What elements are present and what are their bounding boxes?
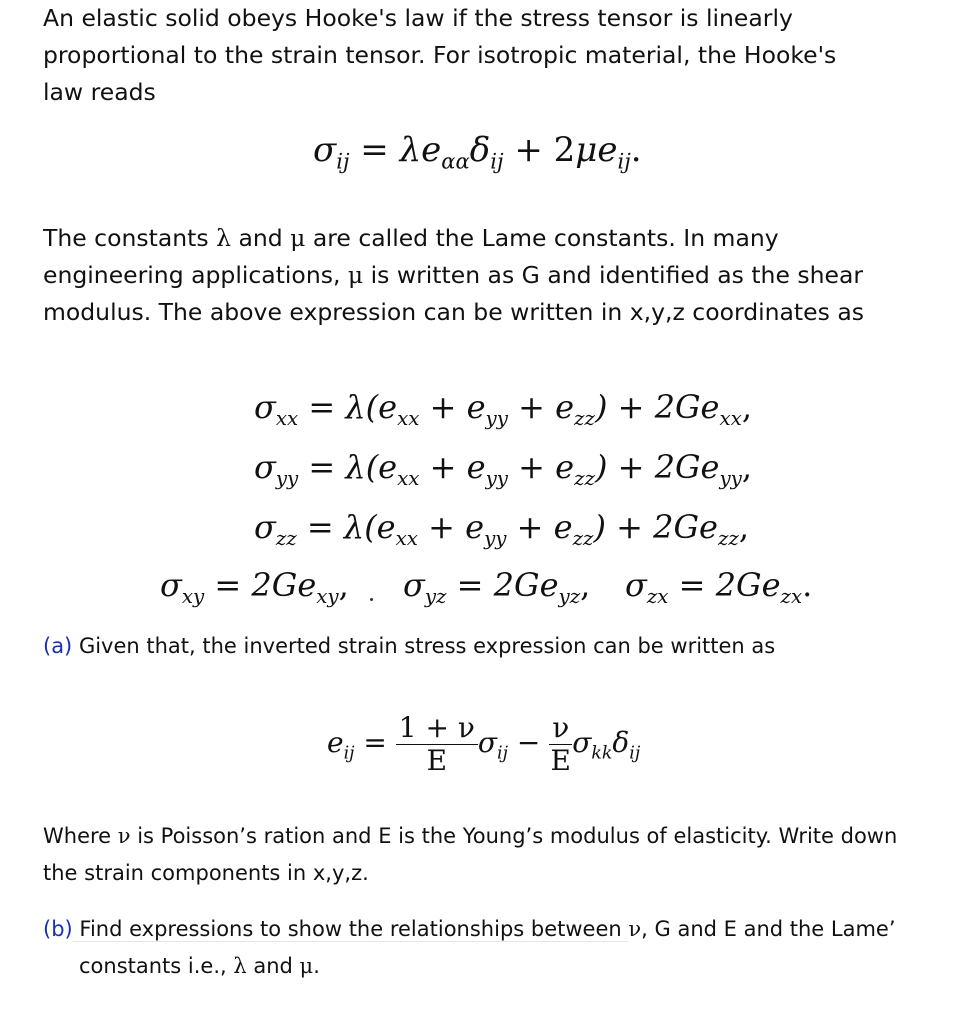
sigma-yy-equation: $\sigma_{yy} = \lambda(e_{xx} + e_{yy} + e_{zz}) + 2Ge_{yy}$, [254, 448, 753, 490]
separator-dot [370, 598, 373, 601]
part-b-line-2: constants i.e., λ and μ. [79, 954, 320, 978]
poisson-line-2: the strain components in x,y,z. [43, 861, 369, 885]
lame-line-1: The constants λ and μ are called the Lame constants. In many [43, 224, 779, 252]
sigma-zx-equation: $\sigma_{zx} = 2Ge_{zx}$. [625, 566, 813, 608]
part-b-paragraph [43, 911, 943, 985]
part-b-label: (b) [43, 917, 73, 941]
intro-line-1: An elastic solid obeys Hooke's law if the stress tensor is linearly [43, 4, 793, 32]
sigma-xx-equation: $\sigma_{xx} = \lambda(e_{xx} + e_{yy} + e_{zz}) + 2Ge_{xx}$, [254, 388, 752, 430]
sigma-yz-equation: $\sigma_{yz} = 2Ge_{yz}$, [403, 566, 591, 608]
sigma-xy-equation: $\sigma_{xy} = 2Ge_{xy}$, [160, 566, 349, 608]
part-a-paragraph [43, 629, 963, 663]
intro-paragraph [43, 0, 923, 111]
part-b-line-1: (b) Find expressions to show the relationships between ν, G and E and the Lame’ [43, 917, 896, 941]
sigma-zz-equation: $\sigma_{zz} = \lambda(e_{xx} + e_{yy} + e_{zz}) + 2Ge_{zz}$, [254, 508, 750, 550]
fraction-nu-over-e: $\frac{\nu}{E}$ [550, 711, 571, 778]
lame-line-2: engineering applications, μ is written as G and identified as the shear [43, 261, 864, 289]
lame-paragraph [43, 220, 943, 331]
inverse-strain-equation: $e_{ij}$ = $\frac{1 + \nu}{E}$ $\sigma_{ij}$ − $\frac{\nu}{E}$ $\sigma_{kk}\delta_{ij}$ [327, 711, 641, 778]
lame-line-3: modulus. The above expression can be written in x,y,z coordinates as [43, 298, 864, 326]
part-a-label: (a) [43, 634, 73, 658]
hooke-law-equation: $\sigma_{ij} = \lambda e_{\alpha\alpha}\delta_{ij} + 2\mu e_{ij}$. [313, 130, 642, 174]
intro-line-3: law reads [43, 78, 156, 106]
poisson-paragraph [43, 818, 963, 892]
intro-line-2: proportional to the strain tensor. For isotropic material, the Hooke's [43, 41, 837, 69]
part-a-text: Given that, the inverted strain stress expression can be written as [72, 634, 776, 658]
poisson-line-1: Where ν is Poisson’s ration and E is the Young’s modulus of elasticity. Write down [43, 824, 898, 848]
fraction-one-plus-nu-over-e: $\frac{1 + \nu}{E}$ [396, 712, 478, 777]
